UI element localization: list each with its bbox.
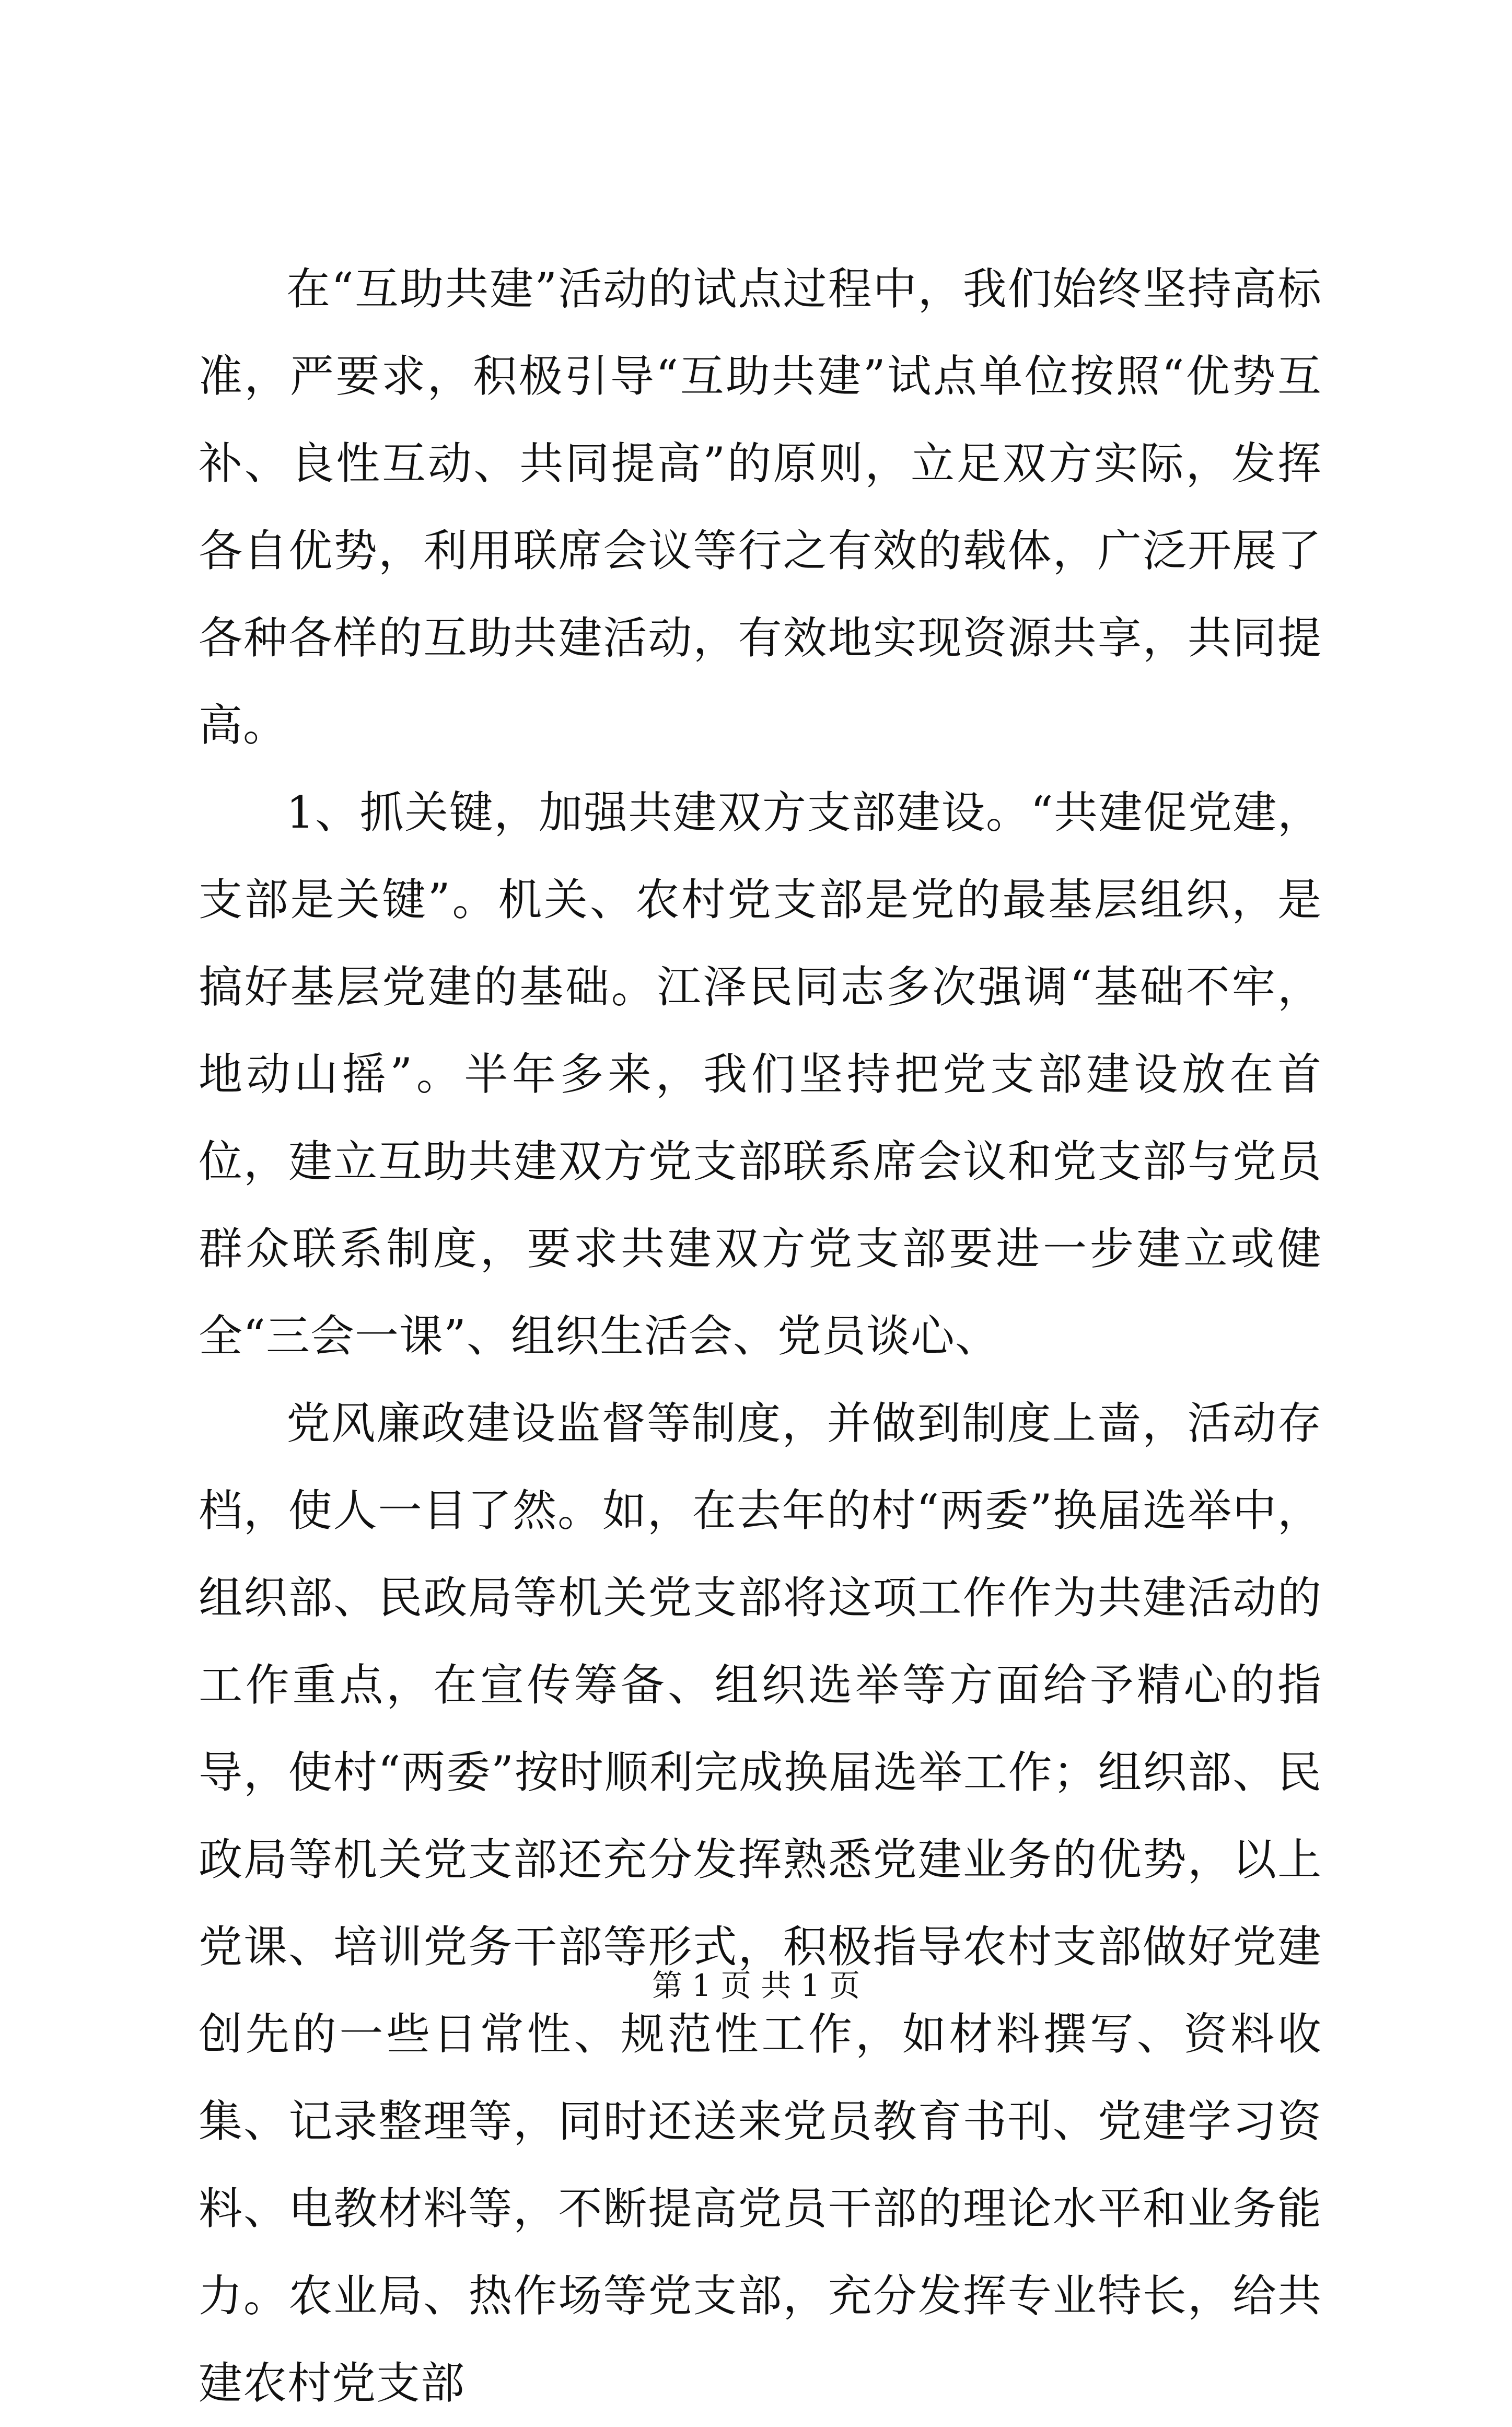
- page-footer: [0, 1965, 1512, 2006]
- paragraph-3: 党风廉政建设监督等制度，并做到制度上啬，活动存档，使人一目了然。如，在去年的村“两委”换届选举中，组织部、民政局等机关党支部将这项工作作为共建活动的工作重点，在宣传筹备、组织选举等方面给予精心的指导，使村“两委”按时顺利完成换届选举工作；组织部、民政局等机关党支部还充分发挥熟悉党建业务的优势，以上党课、培训党务干部等形式，积极指导农村支部做好党建创先的一些日常性、规范性工作，如材料撰写、资料收集、记录整理等，同时还送来党员教育书刊、党建学习资料、电教材料等，不断提高党员干部的理论水平和业务能力。农业局、热作场等党支部，充分发挥专业特长，给共建农村党支部: [199, 1398, 1322, 2409]
- paragraph-1: 在“互助共建”活动的试点过程中，我们始终坚持高标准，严要求，积极引导“互助共建”试点单位按照“优势互补、良性互动、共同提高”的原则，立足双方实际，发挥各自优势，利用联席会议等行之有效的载体，广泛开展了各种各样的互助共建活动，有效地实现资源共享，共同提高。: [199, 263, 1322, 751]
- page-number-label: 第 1 页 共 1 页: [652, 1968, 860, 2003]
- paragraph-2: 1、抓关键，加强共建双方支部建设。“共建促党建，支部是关键”。机关、农村党支部是党的最基层组织，是搞好基层党建的基础。江泽民同志多次强调“基础不牢，地动山摇”。半年多来，我们坚持把党支部建设放在首位，建立互助共建双方党支部联系席会议和党支部与党员群众联系制度，要求共建双方党支部要进一步建立或健全“三会一课”、组织生活会、党员谈心、: [199, 787, 1322, 1362]
- document-body: [199, 246, 1322, 2427]
